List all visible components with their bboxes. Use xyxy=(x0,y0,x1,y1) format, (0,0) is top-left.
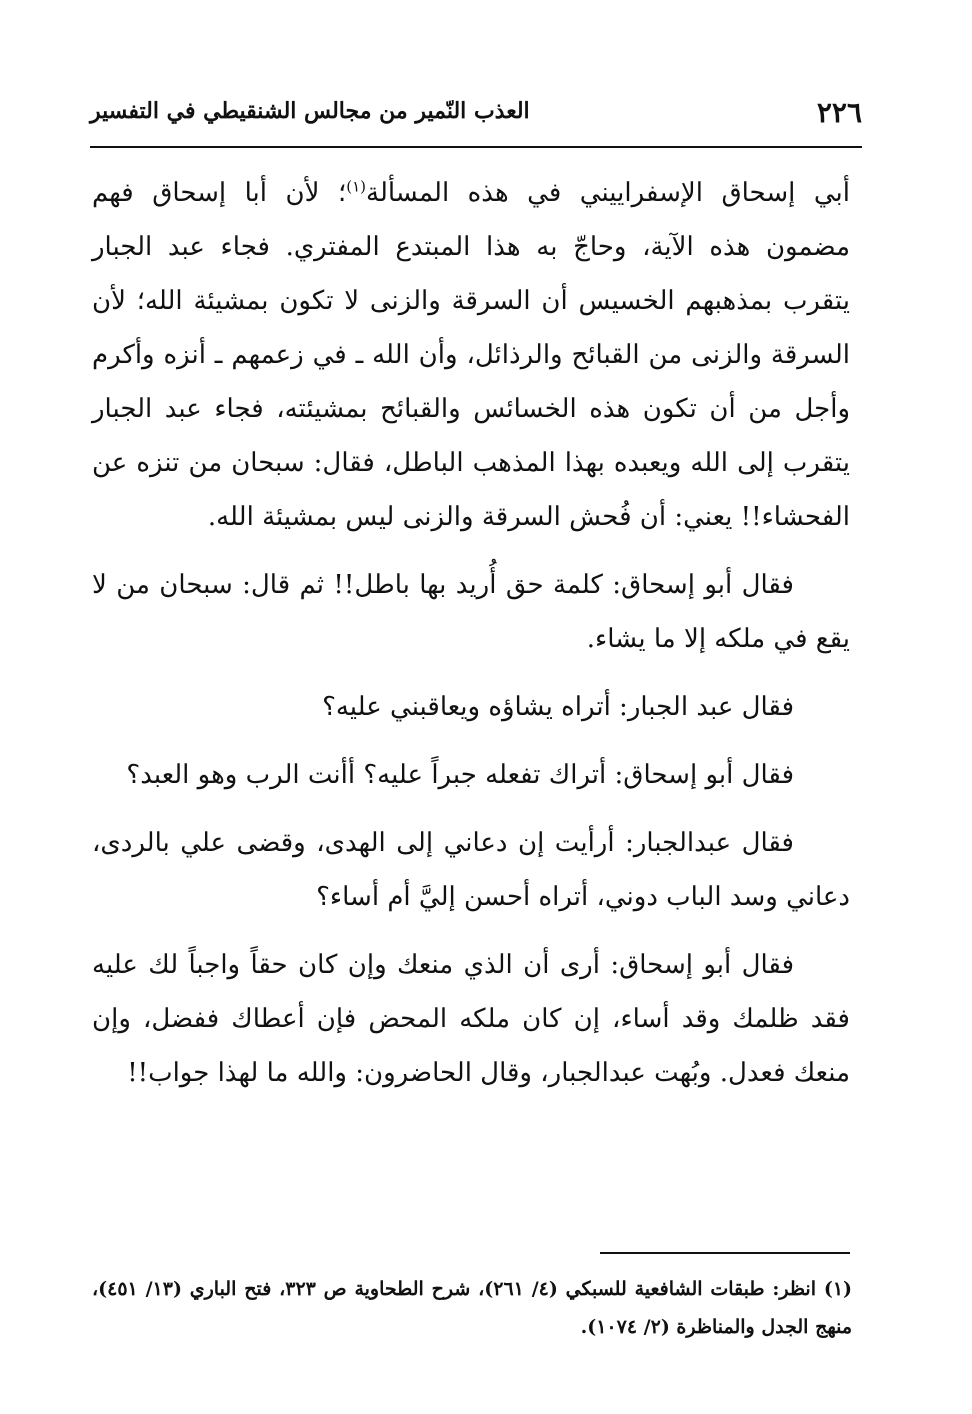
running-title: العذب النّمير من مجالس الشنقيطي في التفسير xyxy=(90,98,530,124)
footnote-reference: (١) xyxy=(346,177,367,196)
paragraph-2: فقال أبو إسحاق: كلمة حق أُريد بها باطل!! ثم قال: سبحان من لا يقع في ملكه إلا ما يشاء. xyxy=(92,570,850,654)
paragraph-1-rest: ؛ لأن أبا إسحاق فهم مضمون هذه الآية، وحاجّ به هذا المبتدع المفتري. فجاء عبد الجبار يتقرب بمذهبهم الخسيس أن السرقة والزنى لا تكون بمشيئة الله؛ لأن السرقة والزنى من القبائح والرذائل، وأن الله ـ في زعمهم ـ أنزه وأكرم وأجل من أن تكون هذه الخسائس والقبائح بمشيئته، فجاء عبد الجبار يتقرب إلى الله ويعبده بهذا المذهب الباطل، فقال: سبحان من تنزه عن الفحشاء!! يعني: أن فُحش السرقة والزنى ليس بمشيئة الله. xyxy=(92,178,850,532)
paragraph-6: فقال أبو إسحاق: أرى أن الذي منعك وإن كان حقاً واجباً لك عليه فقد ظلمك وقد أساء، إن كان ملكه المحض فإن أعطاك ففضل، وإن منعك فعدل. وبُهت عبدالجبار، وقال الحاضرون: والله ما لهذا جواب!! xyxy=(92,950,850,1088)
page-header xyxy=(90,96,862,140)
paragraph-3: فقال عبد الجبار: أتراه يشاؤه ويعاقبني عليه؟ xyxy=(322,692,794,722)
footnote-divider xyxy=(600,1252,850,1254)
page-number: ٢٢٦ xyxy=(816,96,862,129)
footnote-marker: (١) xyxy=(823,1278,853,1300)
main-text xyxy=(92,166,850,1114)
paragraph-5: فقال عبدالجبار: أرأيت إن دعاني إلى الهدى، وقضى علي بالردى، دعاني وسد الباب دوني، أتراه أحسن إليَّ أم أساء؟ xyxy=(92,828,850,912)
paragraph-1-start: أبي إسحاق الإسفراييني في هذه المسألة xyxy=(366,178,850,208)
footnote-text: انظر: طبقات الشافعية للسبكي (٤/ ٢٦١)، شرح الطحاوية ص ٣٢٣، فتح الباري (١٣/ ٤٥١)، منهج الجدل والمناظرة (٢/ ١٠٧٤). xyxy=(92,1278,852,1338)
paragraph-4: فقال أبو إسحاق: أتراك تفعله جبراً عليه؟ أأنت الرب وهو العبد؟ xyxy=(126,760,794,790)
paragraph-1 xyxy=(92,166,850,544)
header-divider xyxy=(90,146,862,148)
footnote xyxy=(92,1270,852,1346)
